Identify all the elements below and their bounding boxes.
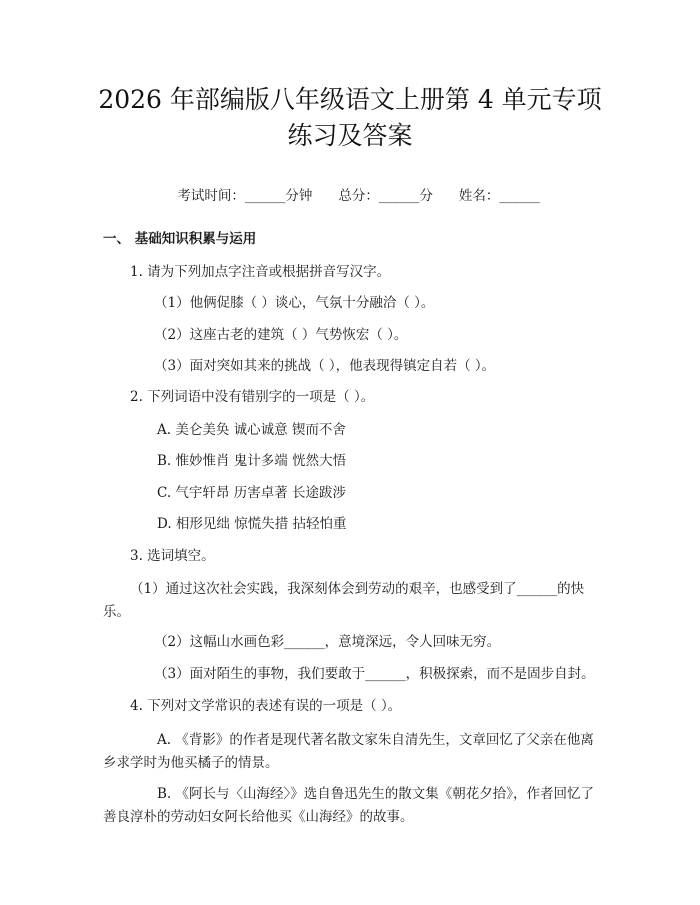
document-title-line-2: 练习及答案 bbox=[287, 121, 413, 150]
question-2-option-a: A. 美仑美奂 诚心诚意 锲而不舍 bbox=[157, 422, 346, 438]
document-title-line-1: 2026 年部编版八年级语文上册第 4 单元专项 bbox=[98, 85, 602, 114]
question-2-option-d: D. 相形见绌 惊慌失措 拈轻怕重 bbox=[157, 516, 347, 532]
total-score-field: 总分：______分 bbox=[338, 188, 433, 204]
question-3-item-3: （3）面对陌生的事物，我们要敢于______，积极探索，而不是固步自封。 bbox=[154, 666, 595, 682]
question-4-option-a: A. 《背影》的作者是现代著名散文家朱自清先生，文章回忆了父亲在他离乡求学时为他买橘子的情景。 bbox=[103, 732, 594, 771]
question-2-stem: 2. 下列词语中没有错别字的一项是（ ）。 bbox=[130, 389, 375, 405]
question-3-stem: 3. 选词填空。 bbox=[130, 548, 215, 564]
question-2-option-c: C. 气宇轩昂 历害卓著 长途跋涉 bbox=[157, 485, 347, 501]
question-1-item-3: （3）面对突如其来的挑战（ ），他表现得镇定自若（ ）。 bbox=[154, 358, 496, 374]
question-3-item-1: （1）通过这次社会实践，我深刻体会到劳动的艰辛，也感受到了______的快乐。 bbox=[103, 581, 585, 620]
question-1-stem: 1. 请为下列加点字注音或根据拼音写汉字。 bbox=[130, 264, 391, 280]
question-3-item-2: （2）这幅山水画色彩______，意境深远，令人回味无穷。 bbox=[154, 634, 501, 650]
question-4-option-b: B. 《阿长与〈山海经〉》选自鲁迅先生的散文集《朝花夕拾》，作者回忆了善良淳朴的劳动妇女阿长给他买《山海经》的故事。 bbox=[103, 786, 595, 825]
section-heading-1: 一、 基础知识积累与运用 bbox=[103, 231, 257, 247]
question-2-option-b: B. 惟妙惟肖 鬼计多端 恍然大悟 bbox=[157, 453, 347, 469]
question-1-item-2: （2）这座古老的建筑（ ）气势恢宏（ ）。 bbox=[154, 327, 408, 343]
exam-time-field: 考试时间：______分钟 bbox=[177, 188, 313, 204]
question-4-stem: 4. 下列对文学常识的表述有误的一项是（ ）。 bbox=[130, 698, 402, 714]
exam-meta-row bbox=[0, 168, 700, 220]
question-1-item-1: （1）他俩促膝（ ）谈心，气氛十分融洽（ ）。 bbox=[154, 295, 435, 311]
student-name-field: 姓名：______ bbox=[458, 188, 540, 204]
